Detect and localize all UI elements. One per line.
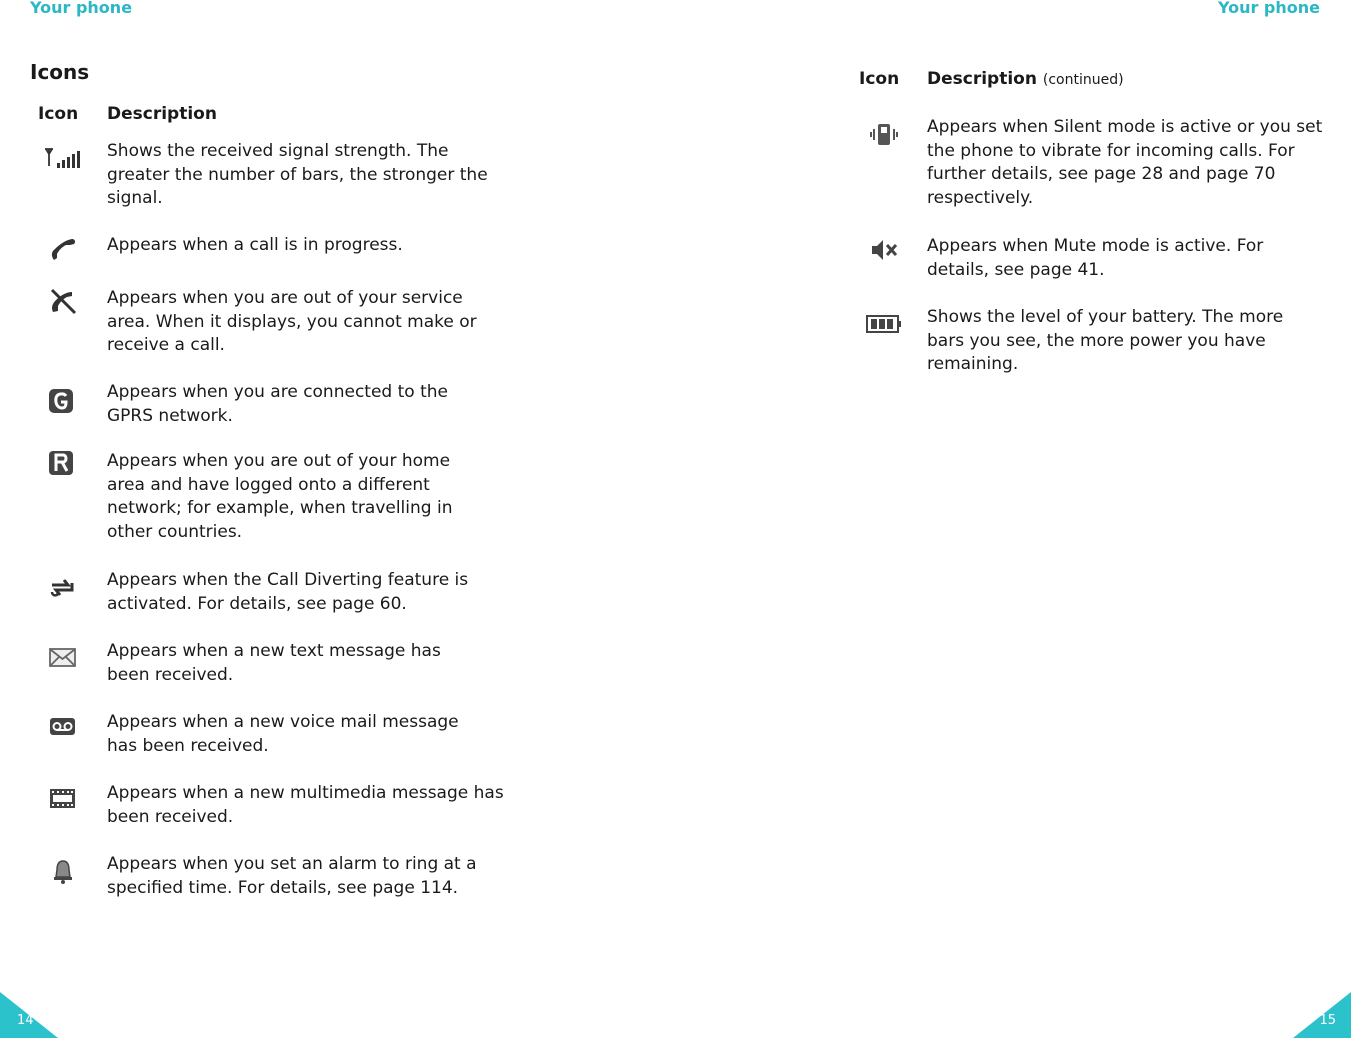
icon-row-gprs <box>107 381 487 428</box>
icon-row-roaming <box>107 450 492 544</box>
col-header-description-right <box>927 69 1124 89</box>
gprs-icon <box>48 388 74 414</box>
icon-row-silent-vibrate <box>927 116 1327 210</box>
icon-row-call-divert <box>107 569 507 616</box>
running-head-left: Your phone <box>30 0 133 17</box>
section-title: Icons <box>30 60 90 84</box>
row-description: Shows the level of your battery. The more bars you see, the more power you have remaining. <box>927 307 1284 374</box>
row-description: Appears when Mute mode is active. For details, see page 41. <box>927 236 1264 280</box>
row-description: Appears when the Call Diverting feature is activated. For details, see page 60. <box>107 570 469 614</box>
row-description: Appears when you are connected to the GPRS network. <box>107 382 448 426</box>
icon-row-alarm <box>107 853 507 900</box>
row-description: Shows the received signal strength. The greater the number of bars, the stronger the signal. <box>107 141 488 208</box>
col-header-icon: Icon <box>38 104 79 124</box>
row-description: Appears when you are out of your service area. When it displays, you cannot make or receive a call. <box>107 288 477 355</box>
icon-row-call-in-progress <box>107 234 507 258</box>
icon-row-multimedia-message <box>107 782 507 829</box>
call-divert-icon <box>48 574 76 600</box>
icon-row-mute <box>927 235 1307 282</box>
mute-icon <box>869 236 899 264</box>
text-message-icon <box>49 647 77 669</box>
silent-vibrate-icon <box>869 121 899 149</box>
icon-row-voice-mail <box>107 711 492 758</box>
row-description: Appears when Silent mode is active or you set the phone to vibrate for incoming calls. For further details, see page 28 and page 70 respectively. <box>927 117 1323 208</box>
icon-row-text-message <box>107 640 487 687</box>
icon-row-no-service <box>107 287 499 358</box>
signal-strength-icon <box>43 146 83 170</box>
page-number-right: 15 <box>1319 1013 1336 1028</box>
continued-label: (continued) <box>1042 72 1124 88</box>
row-description: Appears when you are out of your home area and have logged onto a different network; for example, when travelling in other countries. <box>107 451 453 542</box>
battery-icon <box>866 313 902 335</box>
alarm-icon <box>50 858 76 884</box>
running-head-right: Your phone <box>1217 0 1320 17</box>
icon-row-signal-strength <box>107 140 507 211</box>
col-header-icon-right: Icon <box>859 69 900 89</box>
row-description: Appears when a new multimedia message has been received. <box>107 783 504 827</box>
roaming-icon <box>48 450 74 476</box>
call-in-progress-icon <box>48 236 78 264</box>
page-number-left: 14 <box>17 1013 34 1028</box>
no-service-icon <box>48 287 78 315</box>
col-header-description: Description <box>107 104 217 124</box>
row-description: Appears when a new text message has been received. <box>107 641 441 685</box>
icon-row-battery <box>927 306 1317 377</box>
row-description: Appears when a new voice mail message has been received. <box>107 712 459 756</box>
multimedia-message-icon <box>49 787 77 811</box>
col-header-description-label: Description <box>927 69 1037 89</box>
row-description: Appears when a call is in progress. <box>107 235 403 255</box>
voice-mail-icon <box>49 716 77 738</box>
row-description: Appears when you set an alarm to ring at a specified time. For details, see page 114. <box>107 854 477 898</box>
